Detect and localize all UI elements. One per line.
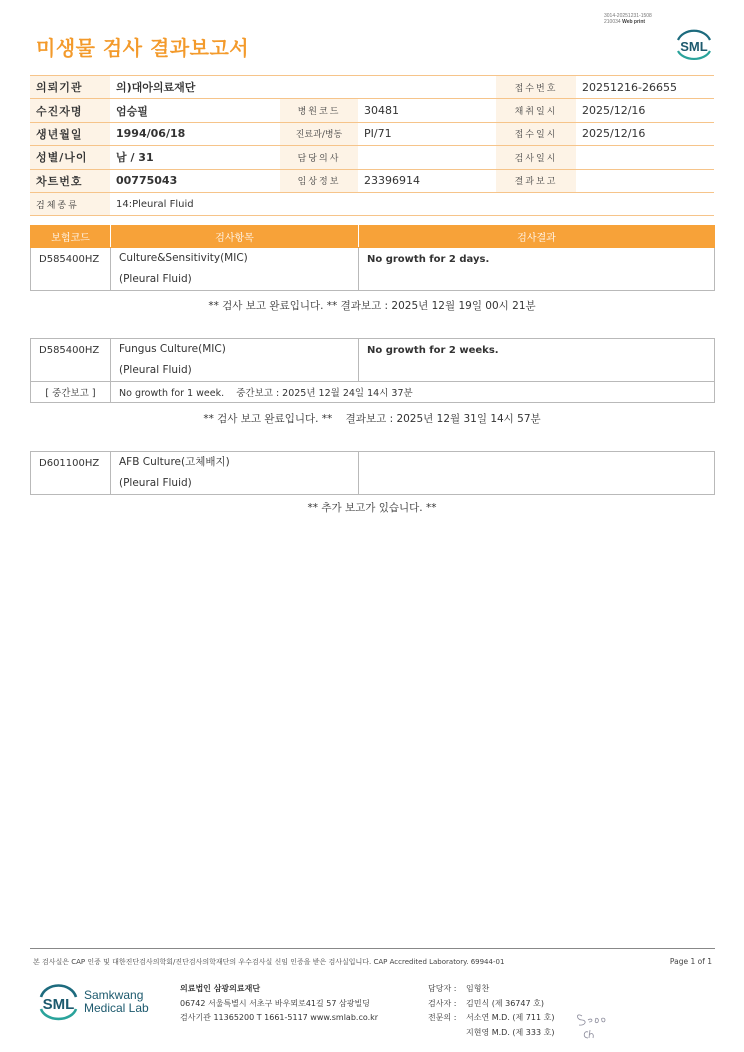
label-collection-date: 채취일시 — [496, 99, 576, 122]
test-result: No growth for 2 days. — [359, 248, 715, 291]
label-accession-no: 접수번호 — [496, 76, 576, 99]
staff-role: 검사자 : — [428, 998, 457, 1008]
label-physician: 담당의사 — [280, 146, 358, 169]
samkwang-logo-icon — [36, 980, 81, 1024]
staff-role: 전문의 : — [428, 1013, 457, 1022]
report-print-code — [604, 13, 652, 25]
value-requesting-org: 의)대아의료재단 — [110, 76, 496, 99]
info-row — [30, 146, 714, 169]
value-accession-no: 20251216-26655 — [576, 76, 714, 99]
institution-contact: 검사기관 11365200 T 1661-5117 www.smlab.co.kr — [180, 1013, 379, 1022]
test-result: No growth for 2 weeks. — [359, 339, 715, 382]
interim-report-text: No growth for 1 week. 중간보고 : 2025년 12월 24일 14시 37분 — [111, 382, 715, 403]
result-table-culture — [30, 225, 715, 291]
test-item-name: Fungus Culture(MIC) — [119, 343, 226, 355]
info-row — [30, 122, 714, 145]
insurance-code: D585400HZ — [31, 339, 111, 382]
value-test-date — [576, 146, 714, 169]
info-row — [30, 76, 714, 99]
patient-info-table — [30, 75, 714, 216]
staff-role: 담당자 : — [428, 984, 457, 993]
value-clinical-info: 23396914 — [358, 169, 496, 192]
test-item-specimen: (Pleural Fluid) — [119, 364, 192, 376]
label-hospital-code: 병원코드 — [280, 99, 358, 122]
label-requesting-org: 의뢰기관 — [30, 76, 110, 99]
value-receipt-date: 2025/12/16 — [576, 122, 714, 145]
value-chart-no: 00775043 — [110, 169, 280, 192]
label-result-report: 결과보고 — [496, 169, 576, 192]
interim-report-label: [ 중간보고 ] — [31, 382, 111, 403]
staff-name: 임형찬 — [466, 984, 490, 993]
lab-brand-line1: Samkwang — [84, 988, 144, 1002]
test-item-specimen: (Pleural Fluid) — [119, 273, 192, 285]
test-item — [111, 339, 359, 382]
info-row — [30, 99, 714, 122]
staff-row — [428, 1011, 554, 1026]
staff-name: 지현영 M.D. (제 333 호) — [466, 1027, 555, 1037]
column-header-item: 검사항목 — [111, 226, 359, 248]
value-department: PI/71 — [358, 122, 496, 145]
label-sex-age: 성별/나이 — [30, 146, 110, 169]
page-number: Page 1 of 1 — [669, 957, 712, 966]
info-row — [30, 192, 714, 215]
table-row — [31, 248, 715, 291]
staff-row — [428, 982, 554, 997]
insurance-code: D601100HZ — [31, 452, 111, 495]
value-birth-date: 1994/06/18 — [110, 122, 280, 145]
label-receipt-date: 접수일시 — [496, 122, 576, 145]
staff-info — [428, 982, 554, 1040]
report-complete-note: ** 검사 보고 완료입니다. ** 결과보고 : 2025년 12월 31일 14시 57분 — [203, 413, 541, 425]
table-row — [31, 339, 715, 382]
samkwang-logo-text: SML — [42, 996, 75, 1013]
test-item-name: AFB Culture(고체배지) — [119, 456, 230, 468]
print-code-line2: 210034 Web print — [604, 19, 646, 25]
result-header-row — [31, 226, 715, 248]
sml-logo-text: SML — [680, 39, 708, 54]
page-title: 미생물 검사 결과보고서 — [36, 36, 250, 60]
value-result-report — [576, 169, 714, 192]
label-department: 진료과/병동 — [280, 122, 358, 145]
value-physician — [358, 146, 496, 169]
column-header-result: 검사결과 — [359, 226, 715, 248]
test-result — [359, 452, 715, 495]
staff-row — [428, 1026, 554, 1041]
value-patient-name: 엄승필 — [110, 99, 280, 122]
lab-brand-name — [84, 989, 149, 1015]
column-header-code: 보험코드 — [31, 226, 111, 248]
staff-name: 서소연 M.D. (제 711 호) — [466, 1013, 555, 1022]
institution-address: 06742 서울특별시 서초구 바우뫼로41길 57 삼광빌딩 — [180, 998, 370, 1008]
print-code-line1: 3014-20251231-1508 — [604, 13, 652, 19]
info-row — [30, 169, 714, 192]
certification-statement: 본 검사실은 CAP 인증 및 대한진단검사의학회/진단검사의학재단의 우수검사실 신임 인증을 받은 검사실입니다. CAP Accredited Laboratory. 69944-01 — [33, 958, 505, 966]
test-item-name: Culture&Sensitivity(MIC) — [119, 252, 248, 264]
signature-icon — [574, 1008, 614, 1042]
footer-divider — [30, 948, 715, 949]
test-item — [111, 452, 359, 495]
value-hospital-code: 30481 — [358, 99, 496, 122]
interim-report-row — [31, 382, 715, 403]
label-clinical-info: 임상정보 — [280, 169, 358, 192]
test-item-specimen: (Pleural Fluid) — [119, 477, 192, 489]
institution-name: 의료법인 삼광의료재단 — [180, 984, 261, 993]
test-item — [111, 248, 359, 291]
label-patient-name: 수진자명 — [30, 99, 110, 122]
value-specimen-type: 14:Pleural Fluid — [110, 192, 714, 215]
staff-name: 김민식 (제 36747 호) — [466, 998, 544, 1008]
staff-row — [428, 997, 554, 1012]
label-specimen-type: 검체종류 — [30, 192, 110, 215]
label-test-date: 검사일시 — [496, 146, 576, 169]
value-sex-age: 남 / 31 — [110, 146, 280, 169]
table-row — [31, 452, 715, 495]
result-table-fungus — [30, 338, 715, 403]
additional-report-note: ** 추가 보고가 있습니다. ** — [307, 502, 437, 514]
lab-brand-line2: Medical Lab — [84, 1001, 149, 1015]
label-birth-date: 생년월일 — [30, 122, 110, 145]
insurance-code: D585400HZ — [31, 248, 111, 291]
institution-info — [180, 982, 378, 1026]
label-chart-no: 차트번호 — [30, 169, 110, 192]
sml-logo-icon — [672, 24, 716, 64]
report-complete-note: ** 검사 보고 완료입니다. ** 결과보고 : 2025년 12월 19일 00시 21분 — [208, 300, 536, 312]
value-collection-date: 2025/12/16 — [576, 99, 714, 122]
result-table-afb — [30, 451, 715, 495]
